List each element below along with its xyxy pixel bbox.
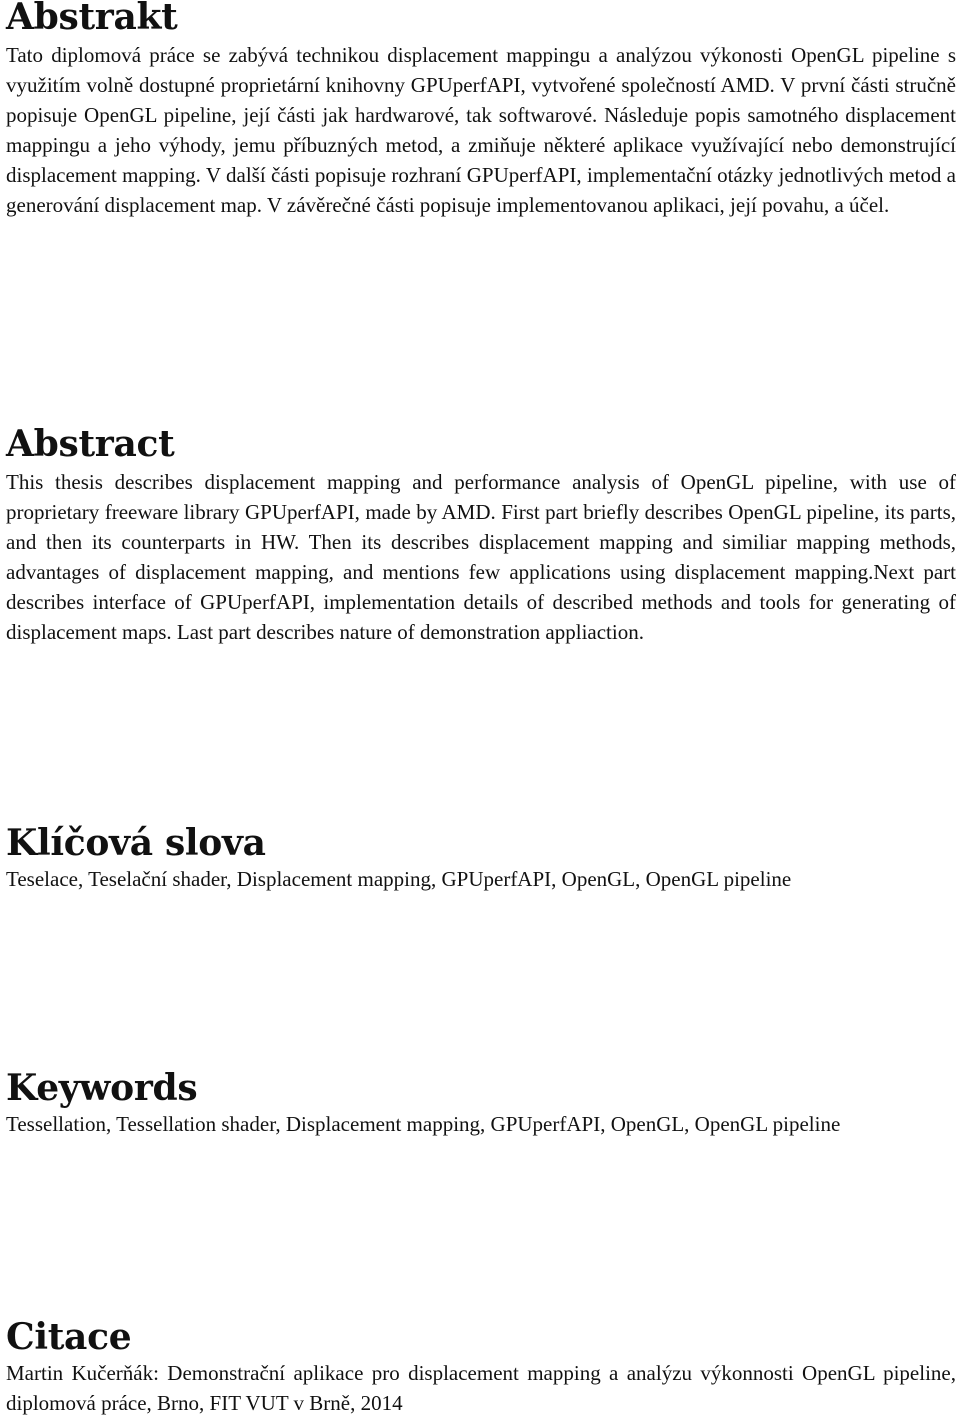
citace-heading: Citace [6,1316,132,1358]
abstract-section [6,423,956,647]
abstract-paragraph: This thesis describes displacement mapping and performance analysis of OpenGL pipeline, with use of proprietary freeware library GPUperfAPI, made by AMD. First part briefly describes OpenGL pipeline, its parts, and then its counterparts in HW. Then its describes displacement mapping and similiar mapping methods, advantages of displacement mapping, and mentions few applications using displacement mapping.Next part describes interface of GPUperfAPI, implementation details of described methods and tools for generating of displacement maps. Last part describes nature of demonstration appliaction. [6,470,956,644]
abstrakt-heading: Abstrakt [6,0,178,38]
keywords-paragraph: Tessellation, Tessellation shader, Displacement mapping, GPUperfAPI, OpenGL, OpenGL pipeline [6,1112,841,1136]
abstrakt-paragraph: Tato diplomová práce se zabývá technikou displacement mappingu a analýzou výkonosti OpenGL pipeline s využitím volně dostupné proprietární knihovny GPUperfAPI, vytvořené společností AMD. V první části stručně popisuje OpenGL pipeline, její části jak hardwarové, tak softwarové. Následuje popis samotného displacement mappingu a jeho výhody, jemu příbuzných metod, a zmiňuje některé aplikace využívající nebo demonstrující displacement mapping. V další části popisuje rozhraní GPUperfAPI, implementační otázky jednotlivých metod a generování displacement map. V závěrečné části popisuje implementovanou aplikaci, její povahu, a účel. [6,43,956,217]
keywords-section [6,1067,956,1139]
abstrakt-section [6,0,956,220]
citace-section [6,1316,956,1418]
klicova-slova-heading: Klíčová slova [6,822,266,864]
klicova-slova-section [6,822,956,894]
citace-paragraph: Martin Kučerňák: Demonstrační aplikace pro displacement mapping a analýzu výkonnosti OpenGL pipeline, diplomová práce, Brno, FIT VUT v Brně, 2014 [6,1361,956,1415]
klicova-slova-paragraph: Teselace, Teselační shader, Displacement mapping, GPUperfAPI, OpenGL, OpenGL pipeline [6,867,792,891]
keywords-heading: Keywords [6,1067,198,1109]
abstract-heading: Abstract [6,423,175,465]
